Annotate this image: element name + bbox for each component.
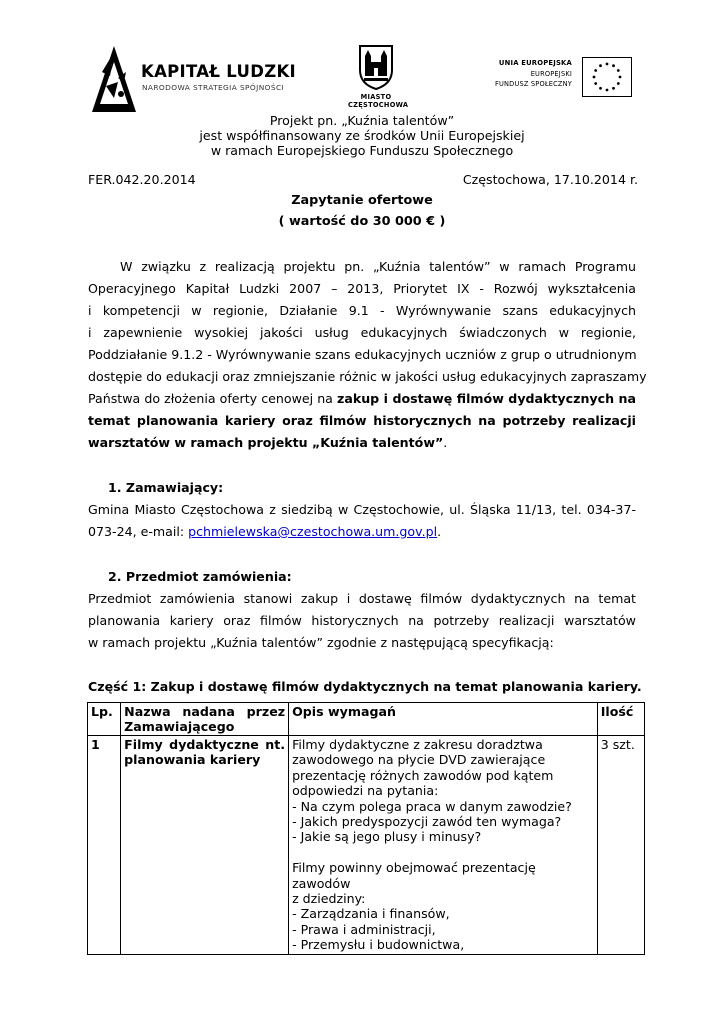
city-logo: [348, 44, 409, 110]
project-header-line2: jest współfinansowany ze środków Unii Europejskiej: [199, 128, 525, 143]
intro-line-9-bold: warsztatów w ramach projektu „Kuźnia talentów”: [88, 435, 444, 450]
kapital-ludzki-logo: [88, 42, 320, 114]
desc-line: z dziedziny:: [292, 891, 366, 907]
row-quantity: 3 szt.: [597, 736, 644, 955]
city-coat-of-arms-icon: [358, 44, 394, 90]
section2-line: w ramach projektu „Kuźnia talentów” zgodnie z następującą specyfikacją:: [88, 635, 554, 650]
intro-line-8-bold: temat planowania kariery oraz filmów historycznych na potrzeby realizacji: [88, 413, 636, 428]
intro-line-8: [88, 410, 636, 432]
eu-flag-icon: [582, 57, 632, 97]
row-name: Filmy dydaktyczne nt. planowania kariery: [121, 736, 289, 955]
section1-body: [88, 499, 636, 543]
desc-line: prezentację różnych zawodów pod kątem: [292, 767, 554, 783]
intro-line: i zapewnienie wysokiej jakości usług edukacyjnych świadczonych w regionie,: [88, 325, 636, 340]
place-date: Częstochowa, 17.10.2014 r.: [462, 172, 638, 187]
eu-logo-line3: FUNDUSZ SPOŁECZNY: [495, 80, 572, 88]
city-logo-line1: MIASTO: [360, 93, 392, 101]
kapital-ludzki-emblem-icon: [88, 42, 140, 114]
table-header-row: [88, 703, 645, 736]
header-description: Opis wymagań: [289, 703, 598, 736]
row-description: [289, 736, 598, 955]
city-logo-line2: CZĘSTOCHOWA: [348, 101, 409, 109]
section2-heading: 2. Przedmiot zamówienia:: [108, 569, 292, 584]
intro-line: Poddziałanie 9.1.2 - Wyrównywanie szans edukacyjnych uczniów z grup o utrudnionym: [88, 347, 637, 362]
section2-body: [88, 588, 636, 654]
intro-line-7-bold: zakup i dostawę filmów dydaktycznych na: [337, 391, 636, 406]
intro-line: i kompetencji w regionie, Działanie 9.1 - Wyrównywanie szans edukacyjnych: [88, 303, 636, 318]
project-header-line1: Projekt pn. „Kuźnia talentów”: [269, 113, 455, 128]
section1-line2-suffix: .: [437, 524, 442, 539]
header-name: Nazwa nadana przez Zamawiającego: [121, 703, 289, 736]
header-quantity: Ilość: [597, 703, 644, 736]
intro-line-7: [88, 388, 636, 410]
intro-line-9-end: .: [443, 435, 448, 450]
intro-paragraph: [88, 256, 647, 454]
desc-gap: [292, 845, 594, 860]
header-lp: Lp.: [88, 703, 121, 736]
specification-table: [87, 702, 645, 955]
eu-logo: [486, 55, 636, 103]
section1-line1: Gmina Miasto Częstochowa z siedzibą w Częstochowie, ul. Śląska 11/13, tel. 034-37-: [88, 502, 636, 517]
document-title: Zapytanie ofertowe: [291, 193, 433, 208]
project-header-line3: w ramach Europejskiego Funduszu Społecznego: [210, 143, 514, 158]
kapital-ludzki-subtitle: NARODOWA STRATEGIA SPÓJNOŚCI: [142, 83, 285, 92]
row-lp: 1: [88, 736, 121, 955]
eu-logo-line2: EUROPEJSKI: [530, 70, 572, 78]
desc-line: Filmy dydaktyczne z zakresu doradztwa: [292, 737, 543, 752]
intro-line: Operacyjnego Kapitał Ludzki 2007 – 2013, Priorytet IX - Rozwój wykształcenia: [88, 281, 636, 296]
desc-line: - Jakie są jego plusy i minusy?: [292, 829, 482, 845]
desc-line: - Zarządzania i finansów,: [292, 906, 450, 922]
section2-line: Przedmiot zamówienia stanowi zakup i dostawę filmów dydaktycznych na temat: [88, 591, 636, 606]
section1-heading: 1. Zamawiający:: [108, 480, 224, 495]
desc-line: - Prawa i administracji,: [292, 921, 436, 937]
intro-line: dostępie do edukacji oraz zmniejszanie różnic w jakości usług edukacyjnych zapraszamy: [88, 369, 647, 384]
table-row: [88, 736, 645, 955]
section1-line2-prefix: 073-24, e-mail:: [88, 524, 189, 539]
section1-line2: [88, 521, 636, 543]
desc-line: zawodowego na płycie DVD zawierające: [292, 752, 546, 768]
kapital-ludzki-name: KAPITAŁ LUDZKI: [141, 62, 296, 81]
section2-line: planowania kariery oraz filmów historycznych na potrzeby realizacji warsztatów: [88, 613, 636, 628]
intro-line-9: [88, 432, 636, 454]
desc-line: - Na czym polega praca w danym zawodzie?: [292, 798, 572, 814]
desc-line: Filmy powinny obejmować prezentację zawodów: [292, 860, 536, 891]
eu-logo-line1: UNIA EUROPEJSKA: [498, 59, 572, 67]
document-subtitle: ( wartość do 30 000 € ): [278, 214, 446, 229]
email-link[interactable]: pchmielewska@czestochowa.um.gov.pl: [188, 524, 438, 539]
desc-line: - Jakich predyspozycji zawód ten wymaga?: [292, 814, 562, 830]
reference-number: FER.042.20.2014: [88, 172, 196, 187]
desc-line: odpowiedzi na pytania:: [292, 783, 439, 799]
part1-title: Część 1: Zakup i dostawę filmów dydaktycznych na temat planowania kariery.: [88, 679, 642, 694]
intro-line-7-text: Państwa do złożenia oferty cenowej na: [88, 391, 337, 406]
desc-line: - Przemysłu i budownictwa,: [292, 937, 465, 953]
intro-line: W związku z realizacją projektu pn. „Kuźnia talentów” w ramach Programu: [120, 259, 636, 274]
